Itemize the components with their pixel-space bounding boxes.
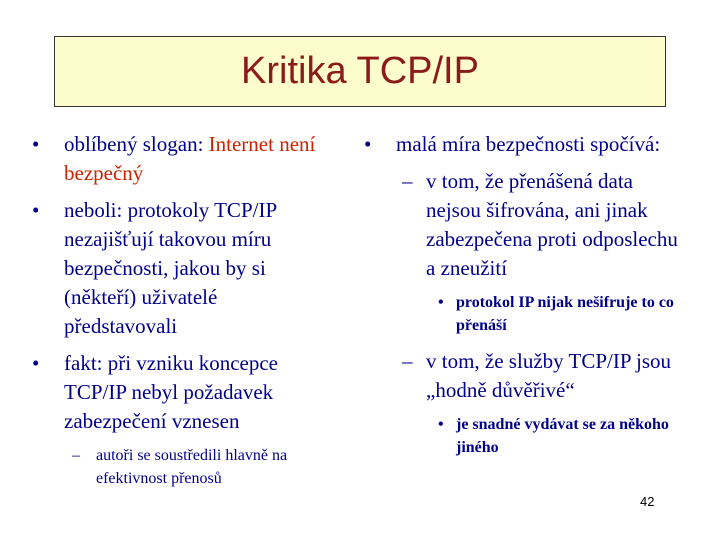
- sub-item-authors: [32, 444, 332, 490]
- dash-icon: –: [402, 349, 413, 373]
- dash-icon: –: [402, 169, 413, 193]
- highlight-text: Internet není bezpečný: [64, 132, 316, 185]
- bullet-item-protocols: [32, 196, 332, 341]
- dash-icon: –: [72, 447, 80, 464]
- bullet-icon: •: [438, 416, 444, 433]
- bullet-item-slogan: [32, 130, 332, 188]
- bullet-text: malá míra bezpečnosti spočívá:: [396, 132, 661, 156]
- sub-sub-item-text: je snadné vydávat se za někoho jiného: [456, 416, 669, 456]
- bullet-text: neboli: protokoly TCP/IP nezajišťují takovou míru bezpečnosti, jakou by si (někteří) uživatelé představovali: [64, 198, 277, 338]
- bullet-icon: •: [32, 132, 40, 156]
- bullet-text: fakt: při vzniku koncepce TCP/IP nebyl požadavek zabezpečení vznesen: [64, 351, 278, 433]
- bullet-icon: •: [32, 198, 40, 222]
- bullet-icon: •: [32, 351, 40, 375]
- sub-item-encryption: [364, 167, 684, 283]
- sub-item-text: autoři se soustředili hlavně na efektivnost přenosů: [96, 447, 288, 487]
- sub-sub-item-ip: [364, 291, 684, 337]
- bullet-icon: •: [438, 294, 444, 311]
- sub-item-trust: [364, 347, 684, 405]
- sub-item-text: v tom, že přenášená data nejsou šifrována, ani jinak zabezpečena proti odposlechu a zneužití: [426, 169, 678, 280]
- sub-sub-item-spoofing: [364, 413, 684, 459]
- title-box: [54, 36, 666, 107]
- sub-sub-item-text: protokol IP nijak nešifruje to co přenáší: [456, 294, 674, 334]
- page-number: 42: [640, 494, 655, 509]
- right-column: [364, 130, 684, 469]
- bullet-item-security: [364, 130, 684, 159]
- bullet-text: oblíbený slogan:: [64, 132, 209, 156]
- left-column: [32, 130, 332, 496]
- slide-title: Kritika TCP/IP: [241, 50, 479, 92]
- sub-item-text: v tom, že služby TCP/IP jsou „hodně důvěřivé“: [426, 349, 672, 402]
- bullet-item-fact: [32, 349, 332, 436]
- bullet-icon: •: [364, 132, 372, 156]
